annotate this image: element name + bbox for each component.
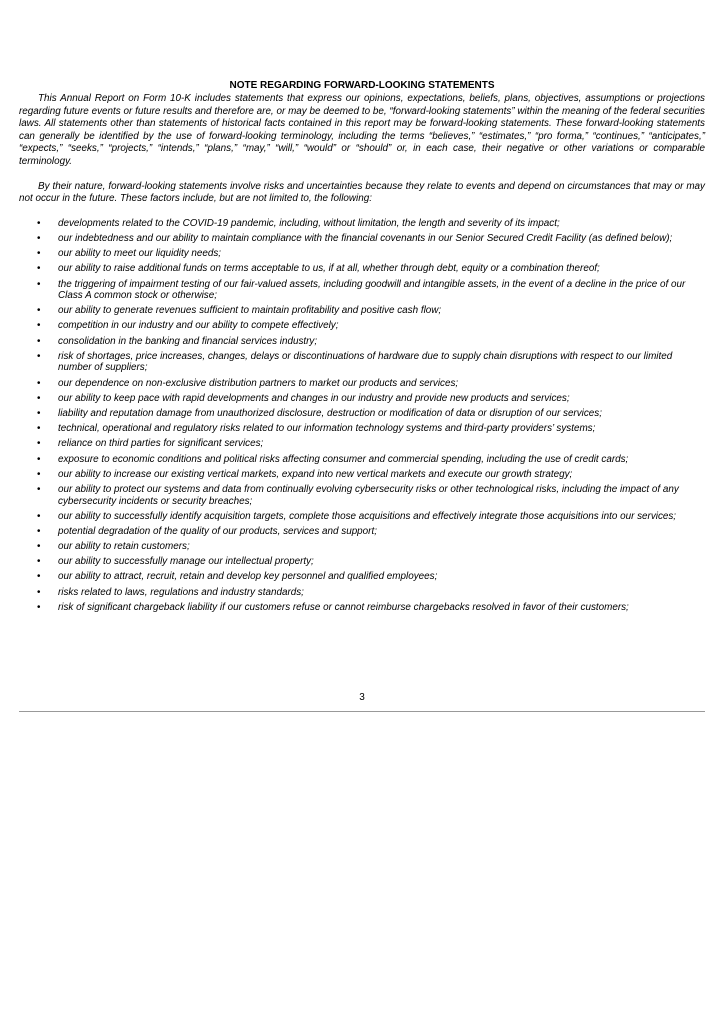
risk-factor-list — [19, 218, 705, 614]
bullet-icon: • — [37, 525, 41, 537]
page-divider — [19, 711, 705, 712]
list-item — [19, 511, 705, 523]
bullet-icon: • — [37, 571, 41, 583]
list-item — [19, 336, 705, 348]
bullet-icon: • — [37, 335, 41, 347]
list-item-text: our ability to successfully identify acquisition targets, complete those acquisitions and effectively integrate those acquisitions into our services; — [58, 510, 677, 522]
list-item — [19, 556, 705, 568]
list-item — [19, 393, 705, 405]
list-item — [19, 218, 705, 230]
list-item-text: our ability to meet our liquidity needs; — [58, 248, 222, 260]
list-item — [19, 423, 705, 435]
list-item — [19, 587, 705, 599]
bullet-icon: • — [37, 217, 41, 229]
list-item — [19, 484, 705, 507]
list-item — [19, 454, 705, 466]
list-item — [19, 408, 705, 420]
list-item-text: our indebtedness and our ability to maintain compliance with the financial covenants in our Senior Secured Credit Facility (as defined below); — [58, 232, 673, 244]
bullet-icon: • — [37, 408, 41, 419]
bullet-icon: • — [37, 232, 41, 244]
bullet-icon: • — [37, 377, 41, 389]
list-item — [19, 571, 705, 583]
list-item — [19, 320, 705, 332]
list-item — [19, 378, 705, 390]
list-item — [19, 233, 705, 245]
list-item-text: our ability to raise additional funds on terms acceptable to us, if at all, whether through debt, equity or a combination thereof; — [58, 263, 600, 275]
bullet-icon: • — [37, 541, 41, 553]
list-item — [19, 263, 705, 275]
bullet-icon: • — [37, 423, 41, 435]
list-item — [19, 279, 705, 302]
intro-paragraph: This Annual Report on Form 10-K includes statements that express our opinions, expectations, beliefs, plans, objectives, assumptions or projections regarding future events or future results and therefore are, or may be deemed to be, “forward-looking statements” within the meaning of the federal securities laws. All statements other than statements of historical facts contained in this report may be forward-looking statements. These forward-looking statements can generally be identified by the use of forward-looking terminology, including the terms “believes,” “estimates,” “pro forma,” “continues,” “anticipates,” “expects,” “seeks,” “projects,” “intends,” “plans,” “may,” “will,” “would” or “should” or, in each case, their negative or other variations or comparable terminology. — [19, 93, 705, 167]
bullet-icon: • — [37, 483, 41, 495]
list-item — [19, 305, 705, 317]
bullet-icon: • — [37, 601, 41, 613]
bullet-icon: • — [37, 320, 41, 332]
bullet-icon: • — [37, 350, 41, 362]
list-item-text: technical, operational and regulatory risks related to our information technology systems and third-party providers’ systems; — [58, 423, 596, 435]
bullet-icon: • — [37, 305, 41, 317]
list-item — [19, 248, 705, 260]
list-item-text: competition in our industry and our ability to compete effectively; — [58, 320, 339, 332]
bullet-icon: • — [37, 556, 41, 568]
list-item — [19, 351, 705, 374]
page-number: 3 — [359, 692, 365, 703]
bullet-icon: • — [37, 263, 41, 275]
document-page — [19, 80, 705, 617]
list-item — [19, 526, 705, 538]
bullet-icon: • — [37, 510, 41, 522]
list-item-text: our ability to retain customers; — [58, 541, 190, 553]
list-item-text: risk of significant chargeback liability if our customers refuse or cannot reimburse chargebacks resolved in favor of their customers; — [58, 601, 629, 613]
list-item-text: our dependence on non-exclusive distribution partners to market our products and services; — [58, 377, 459, 389]
bullet-icon: • — [37, 586, 41, 598]
list-item-text: our ability to generate revenues sufficient to maintain profitability and positive cash flow; — [58, 305, 442, 317]
list-item-text: developments related to the COVID-19 pandemic, including, without limitation, the length and severity of its impact; — [58, 217, 560, 229]
list-item-text: our ability to successfully manage our intellectual property; — [58, 556, 314, 568]
bullet-icon: • — [37, 468, 41, 480]
list-item-text: our ability to protect our systems and data from continually evolving cybersecurity risks or other technological risks, including the impact of any cybersecurity incidents or security breaches; — [58, 483, 679, 507]
section-heading: NOTE REGARDING FORWARD-LOOKING STATEMENTS — [229, 80, 495, 91]
list-item-text: liability and reputation damage from unauthorized disclosure, destruction or modification of data or disruption of our services; — [58, 408, 602, 419]
list-item-text: the triggering of impairment testing of our fair-valued assets, including goodwill and intangible assets, in the event of a decline in the price of our Class A common stock or otherwise; — [58, 278, 686, 302]
list-item-text: our ability to attract, recruit, retain and develop key personnel and qualified employees; — [58, 571, 438, 583]
list-item-text: our ability to keep pace with rapid developments and changes in our industry and provide new products and services; — [58, 392, 570, 404]
bullet-icon: • — [37, 438, 41, 450]
list-item-text: potential degradation of the quality of our products, services and support; — [58, 525, 377, 537]
list-item-text: consolidation in the banking and financial services industry; — [58, 335, 318, 347]
list-item-text: risk of shortages, price increases, changes, delays or discontinuations of hardware due to supply chain disruptions with respect to our limited number of suppliers; — [58, 350, 673, 374]
bullet-icon: • — [37, 392, 41, 404]
bullet-icon: • — [37, 278, 41, 290]
bullet-icon: • — [37, 248, 41, 260]
list-item — [19, 469, 705, 481]
list-item — [19, 602, 705, 614]
bullet-icon: • — [37, 453, 41, 465]
list-item — [19, 438, 705, 450]
list-item-text: our ability to increase our existing vertical markets, expand into new vertical markets and execute our growth strategy; — [58, 468, 573, 480]
list-item-text: risks related to laws, regulations and industry standards; — [58, 586, 304, 598]
list-item-text: exposure to economic conditions and political risks affecting consumer and commercial spending, including the use of credit cards; — [58, 453, 629, 465]
list-item-text: reliance on third parties for significant services; — [58, 438, 264, 450]
list-item — [19, 541, 705, 553]
factors-paragraph: By their nature, forward-looking statements involve risks and uncertainties because they relate to events and depend on circumstances that may or may not occur in the future. These factors include, but are not limited to, the following: — [19, 180, 705, 205]
